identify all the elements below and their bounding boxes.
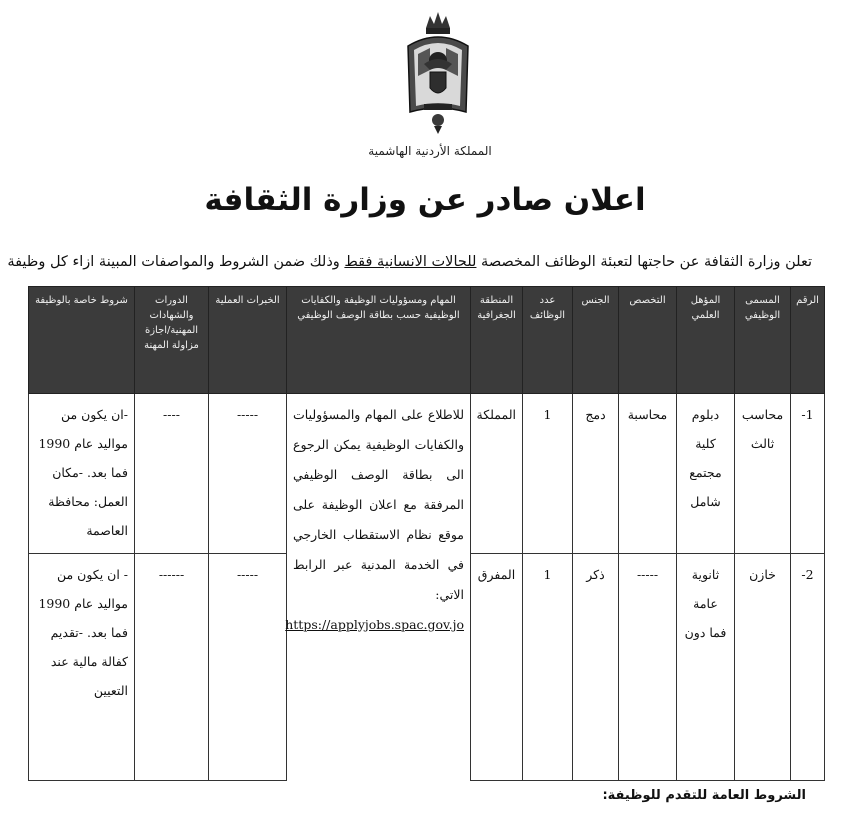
cell-special-conditions: -ان يكون من مواليد عام 1990 فما بعد. -مكان العمل: محافظة العاصمة xyxy=(29,394,135,554)
header-number: الرقم xyxy=(791,287,825,394)
cell-experience: ----- xyxy=(209,394,287,554)
header-experience: الخبرات العملية xyxy=(209,287,287,394)
cell-qualification: ثانوية عامة فما دون xyxy=(677,554,735,781)
cell-courses: ------ xyxy=(135,554,209,781)
cell-job-title: محاسب ثالث xyxy=(735,394,791,554)
coat-of-arms-emblem xyxy=(400,8,476,136)
cell-specialization: محاسبة xyxy=(619,394,677,554)
cell-number: 1- xyxy=(791,394,825,554)
intro-text-before: تعلن وزارة الثقافة عن حاجتها لتعبئة الوظائف المخصصة xyxy=(476,254,812,270)
cell-experience: ----- xyxy=(209,554,287,781)
header-job-title: المسمى الوظيفي xyxy=(735,287,791,394)
general-conditions-heading: الشروط العامة للتقدم للوظيفة: xyxy=(602,788,806,803)
jobs-table xyxy=(28,286,825,781)
cell-gender: دمج xyxy=(573,394,619,554)
announcement-title: اعلان صادر عن وزارة الثقافة xyxy=(204,182,646,218)
cell-duties xyxy=(287,394,471,781)
intro-text-after: وذلك ضمن الشروط والمواصفات المبينة ازاء كل وظيفة xyxy=(7,254,345,270)
cell-qualification: دبلوم كلية مجتمع شامل xyxy=(677,394,735,554)
cell-count: 1 xyxy=(523,554,573,781)
cell-courses: ---- xyxy=(135,394,209,554)
header-specialization: التخصص xyxy=(619,287,677,394)
header-duties: المهام ومسؤوليات الوظيفة والكفايات الوظيفية حسب بطاقة الوصف الوظيفي xyxy=(287,287,471,394)
cell-region: المفرق xyxy=(471,554,523,781)
table-row xyxy=(29,394,825,554)
intro-text-underlined: للحالات الانسانية فقط xyxy=(344,254,477,270)
header-qualification: المؤهل العلمي xyxy=(677,287,735,394)
cell-number: 2- xyxy=(791,554,825,781)
kingdom-name: المملكة الأردنية الهاشمية xyxy=(368,144,492,158)
apply-jobs-link[interactable]: https://applyjobs.spac.gov.jo xyxy=(285,617,464,632)
cell-specialization: ----- xyxy=(619,554,677,781)
cell-gender: ذكر xyxy=(573,554,619,781)
table-header-row xyxy=(29,287,825,394)
cell-region: المملكة xyxy=(471,394,523,554)
header-count: عدد الوظائف xyxy=(523,287,573,394)
header-region: المنطقة الجغرافية xyxy=(471,287,523,394)
header-special-conditions: شروط خاصة بالوظيفة xyxy=(29,287,135,394)
cell-job-title: خازن xyxy=(735,554,791,781)
header-courses: الدورات والشهادات المهنية/اجازة مزاولة المهنة xyxy=(135,287,209,394)
cell-special-conditions: - ان يكون من مواليد عام 1990 فما بعد. -تقديم كفالة مالية عند التعيين xyxy=(29,554,135,781)
header-gender: الجنس xyxy=(573,287,619,394)
intro-paragraph xyxy=(7,254,812,270)
cell-count: 1 xyxy=(523,394,573,554)
duties-text: للاطلاع على المهام والمسؤوليات والكفايات الوظيفية يمكن الرجوع الى بطاقة الوصف الوظيفي المرفقة مع اعلان الوظيفة على موقع نظام الاستقطاب الخارجي في الخدمة المدنية عبر الرابط الاتي: xyxy=(293,407,464,602)
